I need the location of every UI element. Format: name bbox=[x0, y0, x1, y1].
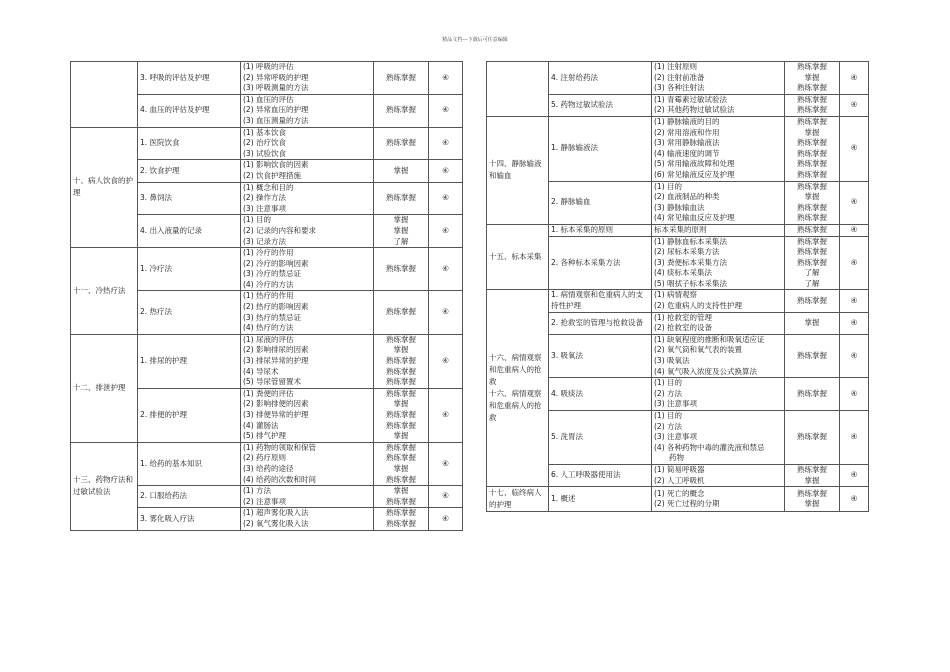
requirement-cell bbox=[785, 236, 840, 290]
topic-cell: 1. 冷疗法 bbox=[138, 248, 241, 291]
section-cell bbox=[487, 62, 549, 117]
requirement-item: 熟练掌握 bbox=[386, 453, 416, 463]
point-item: (1) 药物的领取和保管 bbox=[243, 442, 317, 452]
point-item: (2) 人工呼吸机 bbox=[654, 475, 705, 485]
level-cell: ④ bbox=[840, 464, 869, 486]
requirement-cell bbox=[374, 248, 429, 291]
level-cell: ④ bbox=[429, 215, 463, 248]
table-row bbox=[71, 334, 463, 388]
requirement-item: 熟练掌握 bbox=[797, 388, 827, 398]
requirement-item: 熟练掌握 bbox=[386, 356, 416, 366]
point-item: (1) 静脉血标本采集法 bbox=[654, 236, 728, 246]
requirement-item: 熟练掌握 bbox=[797, 488, 827, 498]
requirement-item: 熟练掌握 bbox=[386, 193, 416, 203]
requirement-item: 熟练掌握 bbox=[797, 83, 827, 93]
point-item: (3) 静脉输血法 bbox=[654, 202, 705, 212]
point-item: (3) 常用静脉输液法 bbox=[654, 138, 720, 148]
requirement-item: 熟练掌握 bbox=[797, 295, 827, 305]
requirement-cell bbox=[374, 127, 429, 160]
topic-cell: 1. 给药的基本知识 bbox=[138, 442, 241, 485]
topic-cell: 4. 注射给药法 bbox=[549, 62, 652, 95]
points-cell bbox=[652, 94, 785, 116]
point-item: 标本采集的原则 bbox=[654, 224, 707, 234]
requirement-item: 熟练掌握 bbox=[386, 105, 416, 115]
point-item: (1) 血压的评估 bbox=[243, 94, 294, 104]
topic-cell: 1. 概述 bbox=[549, 487, 652, 512]
topic-cell: 6. 人工呼吸器使用法 bbox=[549, 464, 652, 486]
level-cell: ④ bbox=[429, 160, 463, 182]
level-cell: ④ bbox=[840, 378, 869, 411]
requirement-item: 掌握 bbox=[804, 192, 820, 202]
requirement-item: 熟练掌握 bbox=[797, 62, 827, 71]
level-cell: ④ bbox=[840, 411, 869, 465]
point-item: (1) 尿液的评估 bbox=[243, 334, 294, 344]
point-item: (3) 排便异常的护理 bbox=[243, 410, 309, 419]
points-cell bbox=[652, 411, 785, 465]
points-cell bbox=[652, 378, 785, 411]
point-item: (2) 冷疗的影响因素 bbox=[243, 258, 309, 268]
section-cell: 十二、排泄护理 bbox=[71, 334, 138, 442]
requirement-cell bbox=[785, 378, 840, 411]
point-item: (1) 呼吸的评估 bbox=[243, 62, 294, 71]
requirement-cell bbox=[785, 181, 840, 224]
requirement-item: 熟练掌握 bbox=[797, 116, 827, 126]
point-item: (2) 饮食护理措施 bbox=[243, 170, 302, 180]
level-cell: ④ bbox=[840, 181, 869, 224]
points-cell bbox=[652, 312, 785, 334]
level-cell: ④ bbox=[840, 487, 869, 512]
requirement-item: 熟练掌握 bbox=[386, 263, 416, 273]
point-item: (3) 各种注射法 bbox=[654, 83, 705, 93]
requirement-item: 熟练掌握 bbox=[386, 307, 416, 317]
topic-cell: 2. 抢救室的管理与抢救设备 bbox=[549, 312, 652, 334]
level-cell: ④ bbox=[840, 334, 869, 377]
syllabus-table-left bbox=[70, 61, 463, 531]
point-item: (3) 记录方法 bbox=[243, 236, 287, 246]
point-item: (2) 氧气雾化吸入法 bbox=[243, 518, 309, 528]
requirement-cell bbox=[374, 508, 429, 530]
points-cell bbox=[241, 388, 374, 442]
point-item: (2) 尿标本采集方法 bbox=[654, 247, 720, 257]
table-row bbox=[487, 290, 869, 312]
section-cell: 十四、静脉输液和输血 bbox=[487, 116, 549, 224]
point-item: (1) 冷疗的作用 bbox=[243, 248, 294, 258]
table-row bbox=[71, 127, 463, 160]
level-cell: ④ bbox=[840, 94, 869, 116]
point-item: (2) 药疗原则 bbox=[243, 453, 287, 463]
point-item: (2) 记录的内容和要求 bbox=[243, 225, 317, 235]
topic-cell: 2. 热疗法 bbox=[138, 291, 241, 334]
requirement-cell bbox=[785, 62, 840, 95]
point-item: (1) 目的 bbox=[654, 181, 683, 191]
point-item: (4) 痰标本采集法 bbox=[654, 268, 713, 278]
point-item: (1) 病情观察 bbox=[654, 290, 698, 300]
requirement-cell bbox=[374, 334, 429, 388]
table-row bbox=[71, 442, 463, 485]
points-cell bbox=[241, 248, 374, 291]
point-item: (1) 影响饮食的因素 bbox=[243, 160, 309, 170]
requirement-item: 掌握 bbox=[804, 475, 820, 485]
topic-cell: 2. 饮食护理 bbox=[138, 160, 241, 182]
section-cell: 十五、标本采集 bbox=[487, 224, 549, 290]
page-header: 精品文档---下载后可任意编辑 bbox=[442, 37, 508, 43]
points-cell bbox=[652, 334, 785, 377]
requirement-item: 掌握 bbox=[804, 499, 820, 509]
requirement-item: 熟练掌握 bbox=[386, 366, 416, 376]
point-item: (3) 注意事项 bbox=[654, 432, 698, 442]
requirement-item: 熟练掌握 bbox=[797, 464, 827, 474]
topic-cell: 3. 雾化吸入疗法 bbox=[138, 508, 241, 530]
topic-cell: 5. 洗胃法 bbox=[549, 411, 652, 465]
requirement-cell bbox=[374, 291, 429, 334]
topic-cell: 2. 静脉输血 bbox=[549, 181, 652, 224]
points-cell bbox=[241, 215, 374, 248]
topic-cell: 1. 标本采集的原则 bbox=[549, 224, 652, 236]
requirement-cell bbox=[374, 486, 429, 508]
points-cell bbox=[241, 334, 374, 388]
requirement-cell bbox=[785, 487, 840, 512]
requirement-item: 熟练掌握 bbox=[386, 377, 416, 387]
point-item: (2) 方法 bbox=[654, 388, 683, 398]
requirement-item: 掌握 bbox=[393, 431, 409, 441]
syllabus-table-right bbox=[486, 61, 869, 512]
point-item: (2) 氧气筒和氧气表的装置 bbox=[654, 345, 743, 355]
point-item: (2) 影响排尿的因素 bbox=[243, 345, 309, 355]
point-item: (2) 操作方法 bbox=[243, 193, 287, 203]
requirement-item: 熟练掌握 bbox=[797, 213, 827, 223]
point-item: (1) 粪便的评估 bbox=[243, 388, 294, 398]
point-item: (1) 目的 bbox=[654, 378, 683, 388]
requirement-cell bbox=[785, 290, 840, 312]
point-item: (1) 简易呼吸器 bbox=[654, 464, 705, 474]
requirement-item: 了解 bbox=[393, 236, 409, 246]
topic-cell: 4. 出入液量的记录 bbox=[138, 215, 241, 248]
point-item: (1) 目的 bbox=[243, 215, 272, 225]
points-cell bbox=[241, 94, 374, 127]
point-item: (3) 冷疗的禁忌证 bbox=[243, 269, 302, 279]
point-item: (1) 抢救室的管理 bbox=[654, 312, 713, 322]
level-cell: ④ bbox=[429, 127, 463, 160]
requirement-item: 掌握 bbox=[393, 486, 409, 496]
point-item: (2) 注意事项 bbox=[243, 496, 287, 506]
point-item: (3) 热疗的禁忌证 bbox=[243, 312, 302, 322]
point-item: (1) 青霉素过敏试验法 bbox=[654, 94, 728, 104]
level-cell: ④ bbox=[429, 182, 463, 215]
requirement-item: 熟练掌握 bbox=[797, 236, 827, 246]
requirement-cell bbox=[374, 94, 429, 127]
requirement-item: 掌握 bbox=[804, 127, 820, 137]
requirement-item: 熟练掌握 bbox=[386, 334, 416, 344]
requirement-item: 熟练掌握 bbox=[797, 432, 827, 442]
point-item: (5) 排气护理 bbox=[243, 431, 287, 441]
level-cell: ④ bbox=[429, 94, 463, 127]
point-item: (4) 氧气吸入浓度及公式换算法 bbox=[654, 366, 758, 376]
point-item: (2) 异常血压的护理 bbox=[243, 105, 309, 115]
point-item: (3) 粪便标本采集方法 bbox=[654, 257, 728, 267]
requirement-item: 熟练掌握 bbox=[386, 508, 416, 518]
level-cell: ④ bbox=[840, 236, 869, 290]
points-cell bbox=[652, 224, 785, 236]
requirement-item: 熟练掌握 bbox=[386, 518, 416, 528]
section-cell: 十六、病情观察和危重病人的抢救 十六、病情观察和危重病人的抢救 bbox=[487, 290, 549, 487]
topic-cell: 3. 呼吸的评估及护理 bbox=[138, 62, 241, 95]
requirement-item: 了解 bbox=[804, 278, 820, 288]
point-item: (4) 给药的次数和时间 bbox=[243, 474, 317, 484]
requirement-cell bbox=[374, 160, 429, 182]
point-item: (3) 注意事项 bbox=[654, 399, 698, 409]
point-item: (2) 血液制品的种类 bbox=[654, 192, 720, 202]
level-cell: ④ bbox=[429, 334, 463, 388]
point-item: (2) 治疗饮食 bbox=[243, 138, 287, 148]
level-cell: ④ bbox=[429, 442, 463, 485]
point-item: (1) 死亡的概念 bbox=[654, 488, 705, 498]
requirement-item: 掌握 bbox=[804, 317, 820, 327]
requirement-item: 熟练掌握 bbox=[797, 94, 827, 104]
requirement-cell bbox=[785, 94, 840, 116]
table-row bbox=[487, 116, 869, 181]
point-item: (4) 热疗的方法 bbox=[243, 323, 294, 333]
requirement-item: 熟练掌握 bbox=[797, 224, 827, 234]
requirement-cell bbox=[374, 215, 429, 248]
requirement-item: 掌握 bbox=[393, 215, 409, 225]
requirement-item: 熟练掌握 bbox=[797, 148, 827, 158]
table-row bbox=[487, 487, 869, 512]
point-item: (1) 超声雾化吸入法 bbox=[243, 508, 309, 518]
requirement-item: 熟练掌握 bbox=[386, 496, 416, 506]
level-cell: ④ bbox=[429, 508, 463, 530]
requirement-item: 熟练掌握 bbox=[386, 420, 416, 430]
point-item: (2) 影响排便的因素 bbox=[243, 399, 309, 409]
requirement-item: 熟练掌握 bbox=[386, 138, 416, 148]
point-item: (2) 死亡过程的分期 bbox=[654, 499, 720, 509]
level-cell: ④ bbox=[840, 290, 869, 312]
requirement-item: 熟练掌握 bbox=[797, 257, 827, 267]
requirement-item: 熟练掌握 bbox=[797, 105, 827, 115]
topic-cell: 5. 药物过敏试验法 bbox=[549, 94, 652, 116]
points-cell bbox=[652, 487, 785, 512]
point-item: (3) 给药的途径 bbox=[243, 463, 294, 473]
requirement-item: 了解 bbox=[804, 268, 820, 278]
table-row bbox=[487, 62, 869, 95]
requirement-item: 掌握 bbox=[393, 345, 409, 355]
requirement-item: 熟练掌握 bbox=[797, 202, 827, 212]
points-cell bbox=[652, 236, 785, 290]
requirement-item: 熟练掌握 bbox=[797, 138, 827, 148]
points-cell bbox=[241, 62, 374, 95]
point-item: 药物 bbox=[654, 453, 684, 463]
requirement-cell bbox=[374, 62, 429, 95]
point-item: (3) 试验饮食 bbox=[243, 148, 287, 158]
point-item: (1) 静脉输液的目的 bbox=[654, 116, 720, 126]
level-cell: ④ bbox=[840, 224, 869, 236]
requirement-cell bbox=[785, 312, 840, 334]
points-cell bbox=[241, 182, 374, 215]
section-cell: 十三、药物疗法和过敏试验法 bbox=[71, 442, 138, 530]
requirement-cell bbox=[785, 116, 840, 181]
topic-cell: 2. 排便的护理 bbox=[138, 388, 241, 442]
requirement-cell bbox=[374, 388, 429, 442]
requirement-item: 掌握 bbox=[393, 399, 409, 409]
requirement-item: 掌握 bbox=[804, 72, 820, 82]
point-item: (2) 热疗的影响因素 bbox=[243, 302, 309, 312]
requirement-item: 熟练掌握 bbox=[797, 169, 827, 179]
point-item: (2) 其他药物过敏试验法 bbox=[654, 105, 735, 115]
requirement-cell bbox=[785, 411, 840, 465]
point-item: (1) 概念和目的 bbox=[243, 182, 294, 192]
points-cell bbox=[652, 116, 785, 181]
points-cell bbox=[241, 508, 374, 530]
point-item: (4) 常见输血反应及护理 bbox=[654, 213, 735, 223]
point-item: (2) 抢救室的设备 bbox=[654, 323, 713, 333]
table-row bbox=[487, 224, 869, 236]
level-cell: ④ bbox=[429, 248, 463, 291]
section-cell: 十、病人饮食的护理 bbox=[71, 127, 138, 248]
table-row bbox=[71, 62, 463, 95]
requirement-cell bbox=[374, 442, 429, 485]
point-item: (5) 常用输液故障和处理 bbox=[654, 159, 735, 169]
topic-cell: 4. 血压的评估及护理 bbox=[138, 94, 241, 127]
point-item: (2) 异常呼吸的护理 bbox=[243, 72, 309, 82]
topic-cell: 1. 病情观察和危重病人的支持性护理 bbox=[549, 290, 652, 312]
level-cell: ④ bbox=[429, 486, 463, 508]
point-item: (2) 方法 bbox=[654, 421, 683, 431]
points-cell bbox=[241, 127, 374, 160]
requirement-item: 熟练掌握 bbox=[386, 474, 416, 484]
requirement-cell bbox=[785, 334, 840, 377]
requirement-item: 熟练掌握 bbox=[386, 410, 416, 419]
requirement-item: 熟练掌握 bbox=[386, 72, 416, 82]
requirement-item: 熟练掌握 bbox=[797, 247, 827, 257]
topic-cell: 4. 吸痰法 bbox=[549, 378, 652, 411]
point-item: (5) 导尿管留置术 bbox=[243, 377, 302, 387]
point-item: (4) 灌肠法 bbox=[243, 420, 279, 430]
point-item: (3) 吸氧法 bbox=[654, 356, 690, 366]
topic-cell: 3. 吸氧法 bbox=[549, 334, 652, 377]
point-item: (3) 排尿异常的护理 bbox=[243, 356, 309, 366]
level-cell: ④ bbox=[429, 291, 463, 334]
point-item: (1) 方法 bbox=[243, 486, 272, 496]
topic-cell: 1. 排尿的护理 bbox=[138, 334, 241, 388]
points-cell bbox=[652, 464, 785, 486]
point-item: (3) 血压测量的方法 bbox=[243, 115, 309, 125]
point-item: (1) 注射原则 bbox=[654, 62, 698, 71]
point-item: (1) 目的 bbox=[654, 411, 683, 420]
point-item: (2) 常用溶液和作用 bbox=[654, 127, 720, 137]
point-item: (5) 咽拭子标本采集法 bbox=[654, 278, 728, 288]
table-row bbox=[71, 248, 463, 291]
requirement-item: 熟练掌握 bbox=[797, 181, 827, 191]
point-item: (6) 常见输液反应及护理 bbox=[654, 169, 735, 179]
level-cell: ④ bbox=[429, 62, 463, 95]
points-cell bbox=[652, 290, 785, 312]
topic-cell: 1. 静脉输液法 bbox=[549, 116, 652, 181]
point-item: (2) 危重病人的支持性护理 bbox=[654, 301, 743, 311]
requirement-item: 掌握 bbox=[393, 225, 409, 235]
level-cell: ④ bbox=[840, 62, 869, 95]
point-item: (3) 注意事项 bbox=[243, 203, 287, 213]
point-item: (1) 缺氧程度的推断和吸氧适应证 bbox=[654, 334, 765, 344]
requirement-item: 熟练掌握 bbox=[386, 442, 416, 452]
point-item: (4) 冷疗的方法 bbox=[243, 279, 294, 289]
topic-cell: 1. 医院饮食 bbox=[138, 127, 241, 160]
topic-cell: 2. 各种标本采集方法 bbox=[549, 236, 652, 290]
requirement-item: 熟练掌握 bbox=[797, 159, 827, 169]
points-cell bbox=[241, 160, 374, 182]
point-item: (4) 导尿术 bbox=[243, 366, 279, 376]
requirement-item: 熟练掌握 bbox=[386, 388, 416, 398]
points-cell bbox=[241, 442, 374, 485]
level-cell: ④ bbox=[840, 312, 869, 334]
level-cell: ④ bbox=[429, 388, 463, 442]
section-cell: 十一、冷热疗法 bbox=[71, 248, 138, 335]
point-item: (1) 热疗的作用 bbox=[243, 291, 294, 301]
points-cell bbox=[241, 291, 374, 334]
point-item: (2) 注射前准备 bbox=[654, 72, 705, 82]
requirement-cell bbox=[785, 224, 840, 236]
topic-cell: 2. 口服给药法 bbox=[138, 486, 241, 508]
points-cell bbox=[652, 181, 785, 224]
point-item: (1) 基本饮食 bbox=[243, 127, 287, 137]
requirement-item: 掌握 bbox=[393, 463, 409, 473]
requirement-item: 熟练掌握 bbox=[797, 350, 827, 360]
points-cell bbox=[652, 62, 785, 95]
level-cell: ④ bbox=[840, 116, 869, 181]
requirement-cell bbox=[785, 464, 840, 486]
requirement-cell bbox=[374, 182, 429, 215]
point-item: (4) 各种药物中毒的灌洗液和禁忌 bbox=[654, 442, 765, 452]
section-cell bbox=[71, 62, 138, 128]
point-item: (3) 呼吸测量的方法 bbox=[243, 83, 309, 93]
point-item: (4) 输液速度的调节 bbox=[654, 148, 720, 158]
section-cell: 十七、临终病人的护理 bbox=[487, 487, 549, 512]
requirement-item: 掌握 bbox=[393, 165, 409, 175]
points-cell bbox=[241, 486, 374, 508]
topic-cell: 3. 鼻饲法 bbox=[138, 182, 241, 215]
